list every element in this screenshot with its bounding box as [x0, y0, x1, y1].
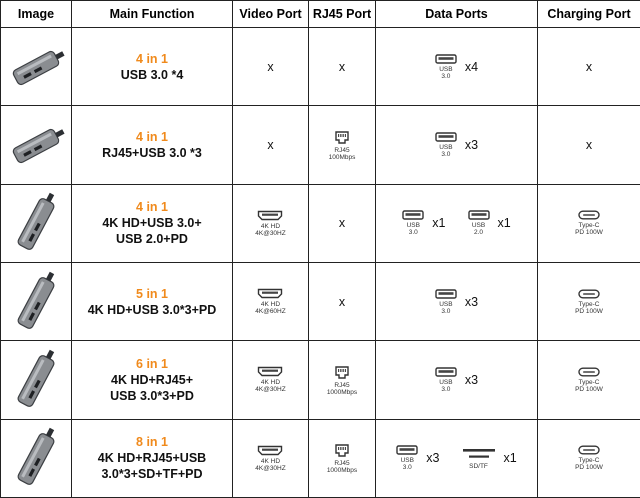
function-desc: 4K HD+USB 3.0*3+PD: [87, 302, 217, 317]
port-caption: 4K HD: [260, 457, 281, 465]
main-function-cell: [72, 106, 233, 184]
port-quantity: x3: [464, 294, 479, 309]
header-image: Image: [1, 1, 72, 28]
typec-icon: [575, 367, 603, 393]
port-caption: 1000Mbps: [326, 467, 358, 475]
video-port-cell: [233, 262, 309, 340]
main-function-cell: [72, 28, 233, 106]
port-quantity: x1: [497, 216, 511, 231]
port-caption: Type-C: [578, 300, 600, 308]
video-port-cell: [233, 106, 309, 184]
function-desc: 4K HD+RJ45+USB: [97, 451, 207, 466]
port-caption: 4K HD: [260, 301, 281, 309]
main-function-cell: [72, 262, 233, 340]
none-mark: x: [267, 137, 274, 152]
port-caption: USB: [439, 65, 453, 73]
product-image: [1, 184, 72, 262]
data-port-group: [402, 210, 445, 236]
product-image: [1, 28, 72, 106]
function-desc: USB 2.0+PD: [116, 232, 188, 247]
typec-icon: [575, 210, 603, 236]
port-caption: RJ45: [334, 146, 350, 154]
rj45-port-cell: [309, 341, 376, 419]
table-row: [1, 341, 640, 419]
port-caption: USB: [439, 143, 453, 151]
function-desc: USB 3.0 *4: [120, 67, 184, 82]
port-caption: 4K@30HZ: [255, 229, 286, 237]
port-caption: 3.0: [441, 72, 451, 80]
hdmi-icon: [255, 210, 285, 237]
table-row: [1, 262, 640, 340]
port-caption: PD 100W: [575, 464, 603, 472]
port-caption: 1000Mbps: [326, 388, 358, 396]
port-caption: USB: [400, 457, 414, 465]
port-caption: USB: [439, 378, 453, 386]
rj45-icon: [329, 129, 356, 161]
data-port-group: [435, 54, 478, 80]
data-port-group: [435, 289, 478, 315]
product-image: [1, 106, 72, 184]
hdmi-icon: [255, 366, 285, 393]
port-caption: Type-C: [578, 378, 600, 386]
none-mark: x: [585, 137, 593, 152]
port-quantity: x4: [464, 59, 479, 74]
data-ports-cell: [376, 262, 538, 340]
charging-port-cell: [538, 106, 640, 184]
port-caption: USB: [406, 222, 420, 230]
rj45-port-cell: [309, 419, 376, 497]
function-desc: USB 3.0*3+PD: [110, 388, 194, 403]
port-quantity: x3: [426, 451, 440, 466]
usb-icon: [435, 367, 457, 393]
video-port-cell: [233, 419, 309, 497]
none-mark: x: [585, 59, 593, 74]
data-ports-cell: [376, 184, 538, 262]
usb-icon: [402, 210, 424, 236]
usb-icon: [435, 54, 457, 80]
port-count: 8 in 1: [136, 435, 168, 450]
port-caption: 4K HD: [260, 222, 281, 230]
port-count: 6 in 1: [136, 356, 168, 371]
usb-icon: [435, 132, 457, 158]
port-caption: USB: [439, 300, 453, 308]
port-count: 5 in 1: [136, 286, 168, 301]
function-desc: 4K HD+USB 3.0+: [102, 216, 202, 231]
data-port-group: [396, 445, 439, 471]
typec-icon: [575, 445, 603, 471]
rj45-port-cell: [309, 106, 376, 184]
function-desc: 3.0*3+SD+TF+PD: [101, 467, 203, 482]
usb-icon: [435, 289, 457, 315]
data-port-group: [435, 132, 478, 158]
video-port-cell: [233, 341, 309, 419]
product-image: [1, 262, 72, 340]
table-row: [1, 419, 640, 497]
port-quantity: x1: [432, 216, 446, 231]
typec-icon: [575, 289, 603, 315]
video-port-cell: [233, 28, 309, 106]
sd-icon: [462, 447, 496, 470]
port-count: 4 in 1: [136, 129, 168, 144]
data-port-group: [468, 210, 511, 236]
charging-port-cell: [538, 419, 640, 497]
port-count: 4 in 1: [136, 51, 168, 66]
header-video-port: Video Port: [233, 1, 309, 28]
port-caption: PD 100W: [575, 385, 603, 393]
header-main-function: Main Function: [72, 1, 233, 28]
table-row: [1, 184, 640, 262]
rj45-port-cell: [309, 184, 376, 262]
port-caption: Type-C: [578, 457, 600, 465]
table-row: [1, 28, 640, 106]
port-quantity: x3: [464, 137, 479, 152]
function-desc: RJ45+USB 3.0 *3: [102, 145, 202, 160]
header-row: [1, 1, 640, 28]
product-image: [1, 419, 72, 497]
header-rj45-port: RJ45 Port: [309, 1, 376, 28]
port-quantity: x1: [503, 451, 517, 466]
data-port-group: [462, 447, 517, 470]
port-caption: RJ45: [334, 381, 350, 389]
port-quantity: x3: [464, 372, 479, 387]
port-caption: 4K@30HZ: [255, 464, 286, 472]
rj45-icon: [327, 364, 357, 396]
port-caption: 3.0: [441, 385, 451, 393]
port-caption: 3.0: [441, 150, 451, 158]
main-function-cell: [72, 341, 233, 419]
usb-icon: [396, 445, 418, 471]
video-port-cell: [233, 184, 309, 262]
port-caption: 4K@60HZ: [255, 308, 286, 316]
none-mark: x: [338, 216, 346, 231]
charging-port-cell: [538, 262, 640, 340]
usb-icon: [468, 210, 490, 236]
port-count: 4 in 1: [136, 200, 168, 215]
rj45-icon: [327, 442, 357, 474]
port-caption: Type-C: [578, 222, 600, 230]
main-function-cell: [72, 184, 233, 262]
port-caption: PD 100W: [575, 229, 603, 237]
port-caption: SD/TF: [469, 462, 488, 470]
table-row: [1, 106, 640, 184]
header-data-ports: Data Ports: [376, 1, 538, 28]
charging-port-cell: [538, 341, 640, 419]
port-caption: 4K@30HZ: [255, 386, 286, 394]
main-function-cell: [72, 419, 233, 497]
header-charging-port: Charging Port: [538, 1, 640, 28]
data-ports-cell: [376, 28, 538, 106]
port-caption: 2.0: [473, 229, 484, 237]
port-caption: USB: [471, 222, 486, 230]
hdmi-icon: [255, 445, 285, 472]
port-caption: 100Mbps: [328, 153, 356, 161]
port-caption: 3.0: [408, 229, 418, 237]
port-caption: 4K HD: [260, 379, 281, 387]
data-ports-cell: [376, 341, 538, 419]
port-caption: 3.0: [402, 464, 412, 472]
port-caption: 3.0: [441, 307, 451, 315]
data-port-group: [435, 367, 478, 393]
data-ports-cell: [376, 106, 538, 184]
port-caption: PD 100W: [575, 307, 603, 315]
rj45-port-cell: [309, 262, 376, 340]
none-mark: x: [338, 59, 346, 74]
port-caption: RJ45: [334, 460, 350, 468]
charging-port-cell: [538, 184, 640, 262]
rj45-port-cell: [309, 28, 376, 106]
hdmi-icon: [255, 288, 285, 315]
function-desc: 4K HD+RJ45+: [111, 372, 193, 387]
none-mark: x: [338, 294, 346, 309]
none-mark: x: [267, 59, 274, 74]
charging-port-cell: [538, 28, 640, 106]
product-image: [1, 341, 72, 419]
data-ports-cell: [376, 419, 538, 497]
